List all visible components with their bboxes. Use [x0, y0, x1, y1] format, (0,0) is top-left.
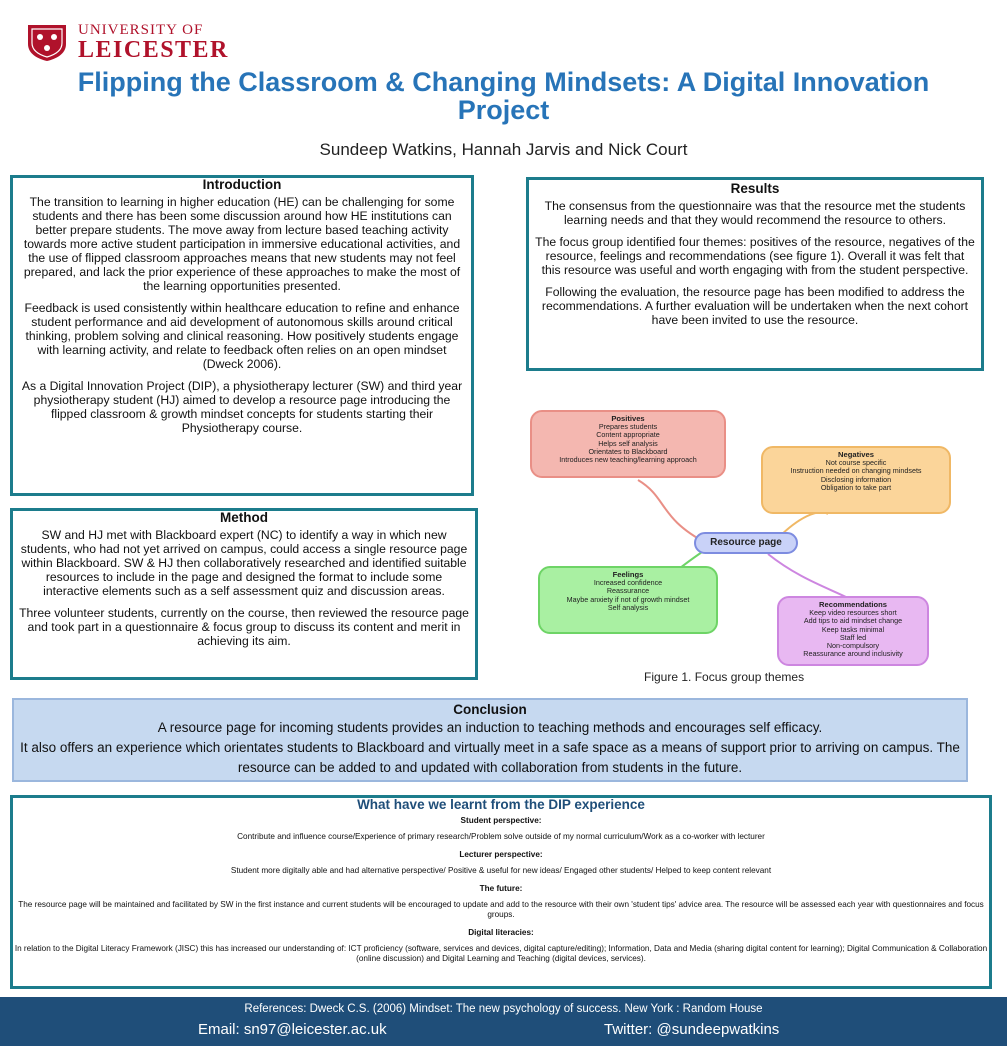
- university-logo: [24, 22, 229, 62]
- node-item: Obligation to take part: [820, 482, 892, 492]
- learnt-heading: What have we learnt from the DIP experience: [357, 797, 645, 812]
- node-item: Maybe anxiety if not of growth mindset: [566, 594, 690, 604]
- node-negatives-title: Negatives: [838, 450, 874, 459]
- node-feelings-title: Feelings: [612, 570, 644, 579]
- node-feelings: [538, 566, 718, 634]
- method-paragraph: SW and HJ met with Blackboard expert (NC) to identify a way in which new students, who had not yet arrived on campus, could access a single resource page within Blackboard. SW & HJ then collaboratively researched and identified suitable resources to include in the page and designed the format to include some interactive elements such as a self assessment quiz and discussion areas.: [20, 528, 468, 598]
- poster-title: Flipping the Classroom & Changing Mindsets: A Digital Innovation Project: [77, 67, 930, 125]
- node-item: Add tips to aid mindset change: [803, 616, 903, 626]
- footer: [0, 997, 1007, 1046]
- node-item: Not course specific: [825, 458, 887, 468]
- learnt-section-title: The future:: [479, 884, 523, 893]
- node-negatives: [761, 446, 951, 514]
- learnt-section-text: Student more digitally able and had alternative perspective/ Positive & useful for new ideas/ Engaged other students/ Helped to keep content relevant: [230, 866, 772, 875]
- node-item: Prepares students: [598, 422, 658, 432]
- focus-group-mindmap: [528, 408, 958, 670]
- node-recommendations-title: Recommendations: [819, 600, 887, 609]
- introduction-paragraph: Feedback is used consistently within healthcare education to refine and enhance student performance and aid development of autonomous skills around critical thinking, problem solving and clinical reasoning. How positively students engage with learning activity, and relate to feedback often relies on an open mindset (Dweck 2006).: [24, 301, 460, 371]
- node-item: Staff led: [839, 632, 867, 642]
- node-item: Helps self analysis: [598, 438, 658, 448]
- results-paragraph: Following the evaluation, the resource page has been modified to address the recommendations. A further evaluation will be undertaken when the next cohort have been invited to use the resource.: [541, 285, 969, 327]
- method-box: [10, 508, 478, 680]
- authors: Sundeep Watkins, Hannah Jarvis and Nick Court: [319, 140, 688, 159]
- node-item: Instruction needed on changing mindsets: [790, 466, 922, 476]
- node-item: Disclosing information: [820, 474, 892, 484]
- learnt-section-title: Digital literacies:: [468, 928, 534, 937]
- crest-icon: [24, 22, 70, 62]
- node-positives-title: Positives: [611, 414, 645, 423]
- introduction-box: [10, 175, 474, 496]
- results-heading: Results: [730, 181, 780, 196]
- figure-caption: Figure 1. Focus group themes: [644, 670, 805, 684]
- node-item: Non-compulsory: [826, 641, 880, 651]
- results-box: [526, 177, 984, 371]
- introduction-paragraph: The transition to learning in higher education (HE) can be challenging for some students and there has been some discussion around how HE institutions can better prepare students. The move away from lecture based teaching activity towards more active student participation in immersive educational activities, and the use of flipped classroom approaches means that new students may not feel prepared, and lack the prior experience of these approaches to make the most of the learning opportunities presented.: [23, 195, 461, 293]
- results-paragraph: The focus group identified four themes: positives of the resource, negatives of the resource, feelings and recommendations (see figure 1). Overall it was felt that this resource was useful and worth engaging with from the student perspective.: [535, 235, 975, 277]
- email-link[interactable]: Email: sn97@leicester.ac.uk: [198, 1021, 387, 1038]
- learnt-section-text: Contribute and influence course/Experience of primary research/Problem solve outside of my normal curriculum/Work as a co-worker with lecturer: [237, 832, 765, 841]
- node-positives: [530, 410, 726, 478]
- node-item: Content appropriate: [596, 430, 660, 440]
- node-item: Self analysis: [607, 602, 649, 612]
- connector-recommendations: [768, 554, 848, 598]
- node-item: Reassurance: [606, 586, 650, 596]
- node-item: Reassurance around inclusivity: [803, 649, 903, 659]
- node-item: Introduces new teaching/learning approach: [559, 455, 697, 465]
- node-item: Keep tasks minimal: [821, 624, 885, 634]
- method-heading: Method: [220, 510, 268, 525]
- learnt-section-text: In relation to the Digital Literacy Framework (JISC) this has increased our understanding of: ICT proficiency (software, services and devices, digital capture/editing); Information, Data and Media (sharing digital content for learning); Digital Communication & Collaboration (online discussion) and Digital Learning and Teaching (digital devices, services).: [14, 944, 988, 963]
- learnt-section-text: The resource page will be maintained and facilitated by SW in the first instance and current students will be encouraged to update and add to the resource with their own 'student tips' advice area. The resource will be assessed each year with questionnaires and focus groups.: [18, 900, 984, 919]
- learnt-section-title: Student perspective:: [460, 816, 542, 825]
- node-item: Keep video resources short: [809, 608, 897, 618]
- conclusion-line: A resource page for incoming students provides an induction to teaching methods and encourages self efficacy.: [157, 720, 823, 735]
- learnt-box: [10, 795, 992, 989]
- conclusion-line: It also offers an experience which orientates students to Blackboard and virtually meet in a safe space as a means of support prior to arriving on campus. The resource can be added to and updated with collaboration from students in the future.: [20, 740, 960, 775]
- results-paragraph: The consensus from the questionnaire was that the resource met the students learning needs and that they would recommend the resource to others.: [544, 199, 966, 227]
- logo-line-1: UNIVERSITY OF: [78, 21, 204, 38]
- node-item: Increased confidence: [593, 578, 663, 588]
- method-paragraph: Three volunteer students, currently on the course, then reviewed the resource page and took part in a questionnaire & focus group to discuss its content and merit in achieving its aim.: [19, 606, 469, 648]
- twitter-link[interactable]: Twitter: @sundeepwatkins: [604, 1021, 780, 1038]
- node-resource-page: Resource page: [694, 532, 798, 554]
- node-item: Orientates to Blackboard: [588, 446, 668, 456]
- references: References: Dweck C.S. (2006) Mindset: The new psychology of success. New York : Random House: [244, 1003, 763, 1015]
- introduction-paragraph: As a Digital Innovation Project (DIP), a physiotherapy lecturer (SW) and third year physiotherapy student (HJ) aimed to develop a resource page introducing the flipped classroom & growth mindset concepts for students starting their Physiotherapy course.: [21, 379, 463, 435]
- learnt-section-title: Lecturer perspective:: [459, 850, 543, 859]
- conclusion-heading: Conclusion: [453, 702, 527, 717]
- conclusion-box: [12, 698, 968, 782]
- logo-line-2: LEICESTER: [78, 36, 229, 63]
- introduction-heading: Introduction: [202, 177, 282, 192]
- node-recommendations: [777, 596, 929, 666]
